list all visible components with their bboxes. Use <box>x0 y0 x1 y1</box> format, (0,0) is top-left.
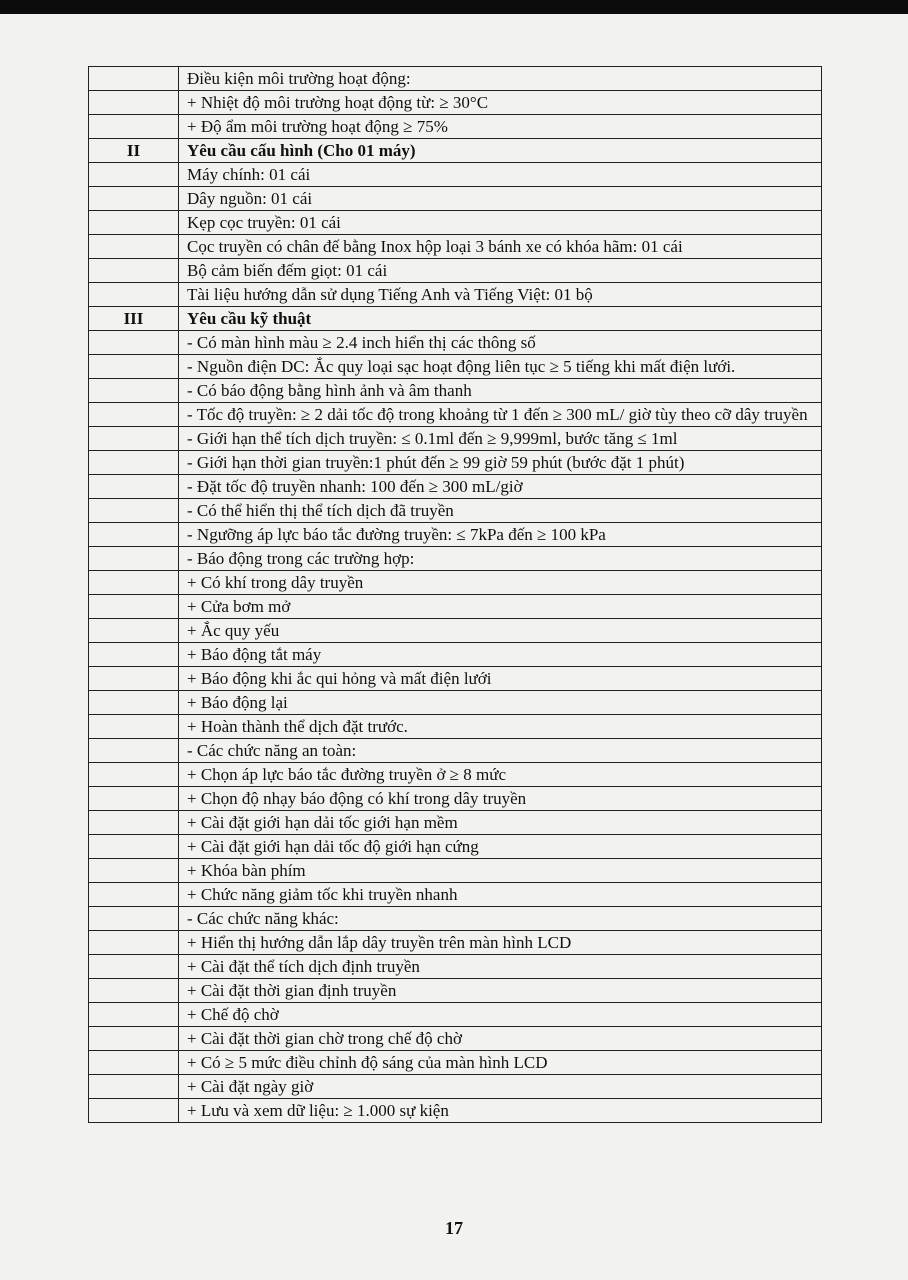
requirement-cell: - Các chức năng khác: <box>179 907 822 930</box>
requirement-cell: + Có khí trong dây truyền <box>179 571 822 594</box>
table-row <box>89 739 822 763</box>
row-number-cell <box>89 523 179 546</box>
requirement-cell: + Cài đặt thể tích dịch định truyền <box>179 955 822 978</box>
row-number-cell <box>89 691 179 714</box>
requirement-cell: + Chọn áp lực báo tắc đường truyền ở ≥ 8 mức <box>179 763 822 786</box>
table-row <box>89 931 822 955</box>
requirement-cell: - Đặt tốc độ truyền nhanh: 100 đến ≥ 300 mL/giờ <box>179 475 822 498</box>
requirement-cell: - Báo động trong các trường hợp: <box>179 547 822 570</box>
row-number-cell <box>89 283 179 306</box>
row-number-cell <box>89 67 179 90</box>
row-number-cell <box>89 331 179 354</box>
table-row <box>89 67 822 91</box>
table-row <box>89 883 822 907</box>
row-number-cell <box>89 547 179 570</box>
requirement-cell: + Độ ẩm môi trường hoạt động ≥ 75% <box>179 115 822 138</box>
row-number-cell <box>89 1027 179 1050</box>
table-row <box>89 91 822 115</box>
row-number-cell <box>89 571 179 594</box>
table-row <box>89 811 822 835</box>
row-number-cell <box>89 979 179 1002</box>
requirement-cell: + Cài đặt thời gian chờ trong chế độ chờ <box>179 1027 822 1050</box>
requirement-cell: + Cửa bơm mở <box>179 595 822 618</box>
row-number-cell <box>89 643 179 666</box>
row-number-cell <box>89 595 179 618</box>
table-row <box>89 475 822 499</box>
table-row <box>89 259 822 283</box>
row-number-cell <box>89 379 179 402</box>
requirement-cell: + Ắc quy yếu <box>179 619 822 642</box>
row-number-cell <box>89 859 179 882</box>
row-number-cell <box>89 211 179 234</box>
table-row <box>89 451 822 475</box>
table-row <box>89 427 822 451</box>
table-row <box>89 691 822 715</box>
row-number-cell <box>89 163 179 186</box>
requirement-cell: + Chức năng giảm tốc khi truyền nhanh <box>179 883 822 906</box>
table-row <box>89 139 822 163</box>
table-row <box>89 211 822 235</box>
table-row <box>89 1027 822 1051</box>
table-row <box>89 1051 822 1075</box>
requirement-cell: - Giới hạn thời gian truyền:1 phút đến ≥ 99 giờ 59 phút (bước đặt 1 phút) <box>179 451 822 474</box>
table-row <box>89 307 822 331</box>
requirement-cell: Điều kiện môi trường hoạt động: <box>179 67 822 90</box>
table-row <box>89 523 822 547</box>
table-row <box>89 667 822 691</box>
table-row <box>89 283 822 307</box>
table-row <box>89 571 822 595</box>
requirement-cell: + Hiển thị hướng dẫn lắp dây truyền trên màn hình LCD <box>179 931 822 954</box>
row-number-cell <box>89 1075 179 1098</box>
requirement-cell: + Báo động lại <box>179 691 822 714</box>
row-number-cell <box>89 499 179 522</box>
row-number-cell <box>89 355 179 378</box>
requirement-cell: Máy chính: 01 cái <box>179 163 822 186</box>
requirement-cell: - Ngưỡng áp lực báo tắc đường truyền: ≤ 7kPa đến ≥ 100 kPa <box>179 523 822 546</box>
section-heading-cell: Yêu cầu cấu hình (Cho 01 máy) <box>179 139 822 162</box>
row-number-cell <box>89 715 179 738</box>
requirement-cell: Dây nguồn: 01 cái <box>179 187 822 210</box>
requirement-cell: + Báo động khi ắc qui hỏng và mất điện lưới <box>179 667 822 690</box>
requirement-cell: + Cài đặt giới hạn dải tốc giới hạn mềm <box>179 811 822 834</box>
page-number: 17 <box>445 1218 463 1238</box>
table-row <box>89 163 822 187</box>
requirement-cell: Bộ cảm biến đếm giọt: 01 cái <box>179 259 822 282</box>
requirement-cell: Tài liệu hướng dẫn sử dụng Tiếng Anh và Tiếng Việt: 01 bộ <box>179 283 822 306</box>
row-number-cell <box>89 187 179 210</box>
table-row <box>89 547 822 571</box>
requirement-cell: + Hoàn thành thể dịch đặt trước. <box>179 715 822 738</box>
row-number-cell <box>89 667 179 690</box>
row-number-cell <box>89 931 179 954</box>
row-number-cell <box>89 835 179 858</box>
table-row <box>89 859 822 883</box>
requirement-cell: Kẹp cọc truyền: 01 cái <box>179 211 822 234</box>
table-row <box>89 763 822 787</box>
row-number-cell <box>89 259 179 282</box>
row-number-cell <box>89 1003 179 1026</box>
requirement-cell: + Chọn độ nhạy báo động có khí trong dây truyền <box>179 787 822 810</box>
table-row <box>89 235 822 259</box>
row-number-cell <box>89 811 179 834</box>
requirement-cell: + Cài đặt thời gian định truyền <box>179 979 822 1002</box>
table-row <box>89 499 822 523</box>
table-row <box>89 595 822 619</box>
table-row <box>89 115 822 139</box>
scan-top-border <box>0 0 908 14</box>
row-number-cell <box>89 619 179 642</box>
table-row <box>89 787 822 811</box>
table-row <box>89 715 822 739</box>
requirement-cell: + Báo động tắt máy <box>179 643 822 666</box>
requirement-cell: - Giới hạn thể tích dịch truyền: ≤ 0.1ml đến ≥ 9,999ml, bước tăng ≤ 1ml <box>179 427 822 450</box>
table-row <box>89 907 822 931</box>
row-number-cell <box>89 787 179 810</box>
table-row <box>89 955 822 979</box>
table-row <box>89 619 822 643</box>
requirement-cell: - Có báo động bằng hình ảnh và âm thanh <box>179 379 822 402</box>
requirement-cell: - Các chức năng an toàn: <box>179 739 822 762</box>
table-row <box>89 403 822 427</box>
table-row <box>89 835 822 859</box>
requirement-cell: + Cài đặt ngày giờ <box>179 1075 822 1098</box>
table-row <box>89 331 822 355</box>
row-number-cell <box>89 115 179 138</box>
table-row <box>89 979 822 1003</box>
row-number-cell: III <box>89 307 179 330</box>
requirement-cell: - Nguồn điện DC: Ắc quy loại sạc hoạt động liên tục ≥ 5 tiếng khi mất điện lưới. <box>179 355 822 378</box>
requirement-cell: + Nhiệt độ môi trường hoạt động từ: ≥ 30°C <box>179 91 822 114</box>
requirement-cell: - Có thể hiển thị thể tích dịch đã truyền <box>179 499 822 522</box>
row-number-cell <box>89 883 179 906</box>
row-number-cell <box>89 235 179 258</box>
table-row <box>89 355 822 379</box>
row-number-cell <box>89 1099 179 1122</box>
row-number-cell <box>89 955 179 978</box>
requirement-cell: + Chế độ chờ <box>179 1003 822 1026</box>
row-number-cell <box>89 1051 179 1074</box>
requirement-cell: + Lưu và xem dữ liệu: ≥ 1.000 sự kiện <box>179 1099 822 1122</box>
requirement-cell: + Có ≥ 5 mức điều chỉnh độ sáng của màn hình LCD <box>179 1051 822 1074</box>
table-row <box>89 1003 822 1027</box>
requirement-cell: Cọc truyền có chân đế bằng Inox hộp loại 3 bánh xe có khóa hãm: 01 cái <box>179 235 822 258</box>
spec-table <box>88 66 822 1123</box>
section-heading-cell: Yêu cầu kỹ thuật <box>179 307 822 330</box>
requirement-cell: - Tốc độ truyền: ≥ 2 dải tốc độ trong khoảng từ 1 đến ≥ 300 mL/ giờ tùy theo cỡ dây truyền <box>179 403 822 426</box>
row-number-cell <box>89 739 179 762</box>
row-number-cell <box>89 91 179 114</box>
row-number-cell <box>89 475 179 498</box>
row-number-cell <box>89 451 179 474</box>
table-row <box>89 643 822 667</box>
table-row <box>89 187 822 211</box>
table-row <box>89 379 822 403</box>
requirement-cell: + Cài đặt giới hạn dải tốc độ giới hạn cứng <box>179 835 822 858</box>
requirement-cell: + Khóa bàn phím <box>179 859 822 882</box>
row-number-cell <box>89 427 179 450</box>
table-row <box>89 1099 822 1123</box>
table-row <box>89 1075 822 1099</box>
requirement-cell: - Có màn hình màu ≥ 2.4 inch hiển thị các thông số <box>179 331 822 354</box>
row-number-cell <box>89 763 179 786</box>
row-number-cell <box>89 907 179 930</box>
row-number-cell: II <box>89 139 179 162</box>
row-number-cell <box>89 403 179 426</box>
